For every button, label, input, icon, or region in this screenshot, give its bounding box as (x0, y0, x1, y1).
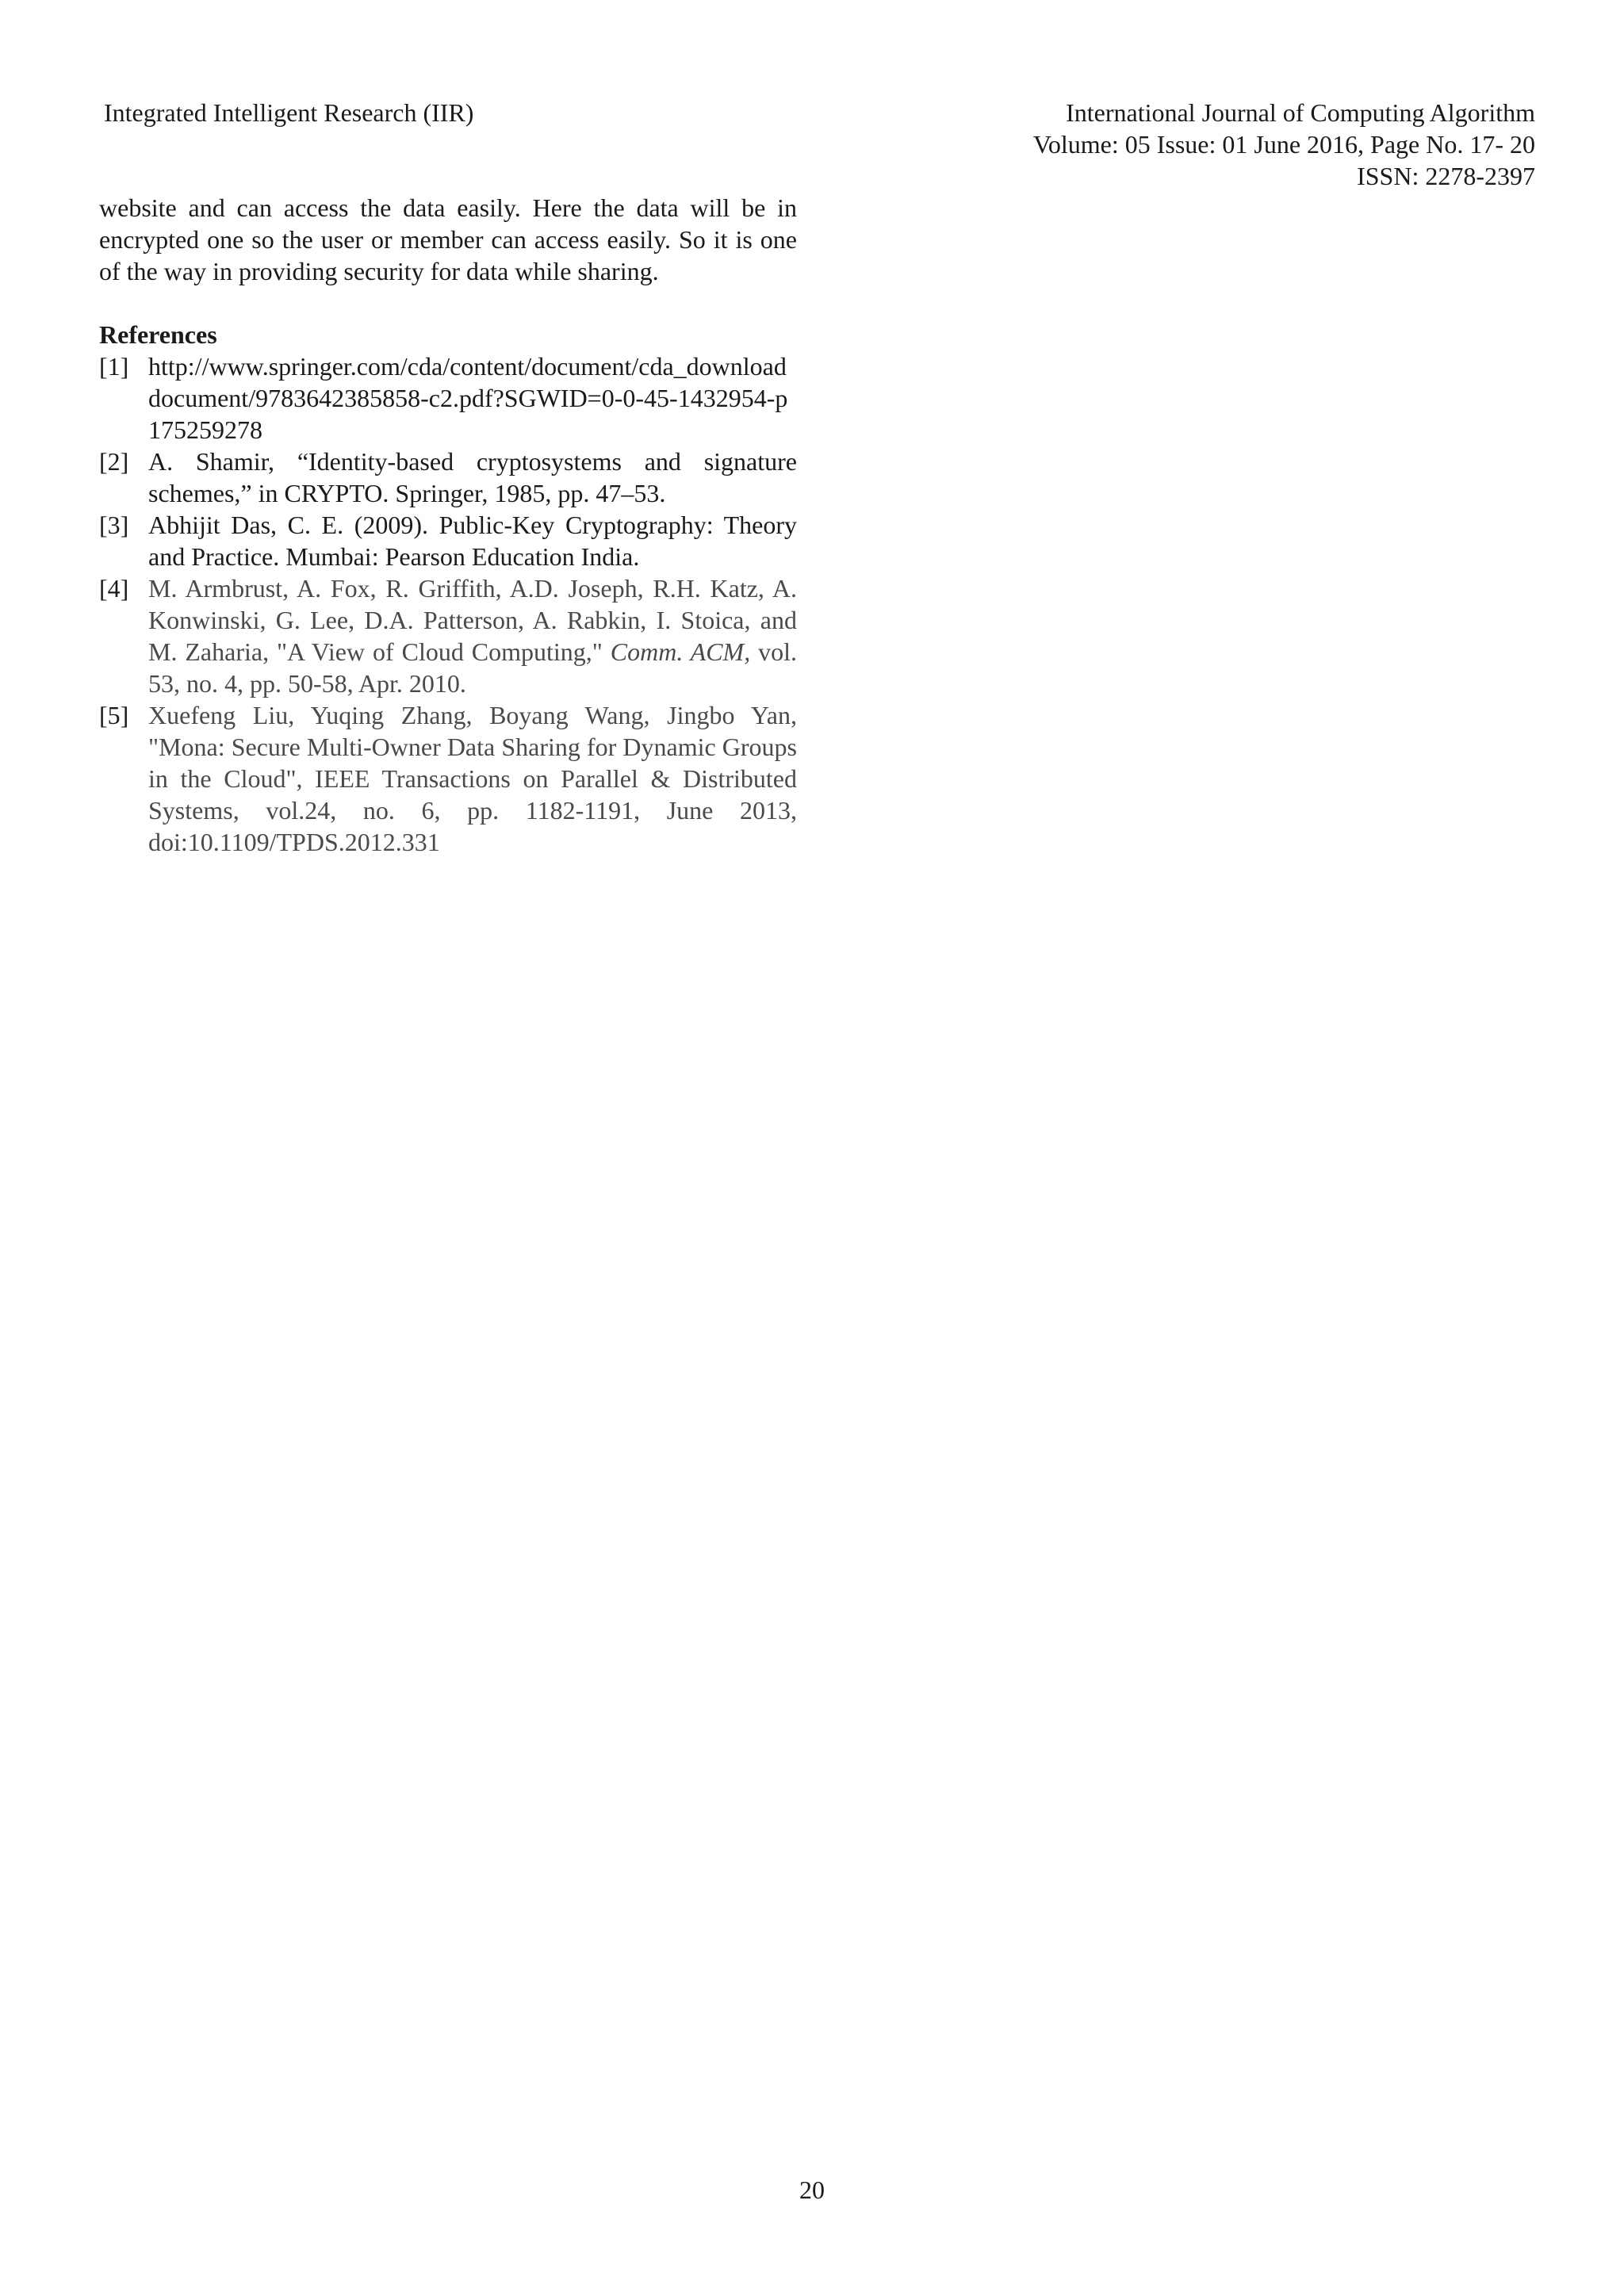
reference-number: [4] (99, 574, 129, 603)
body-paragraph: website and can access the data easily. Here the data will be in encrypted one so the user or member can access easily. So it is one of the way in providing security for data while sharing. (99, 193, 797, 285)
journal-volume-issue: Volume: 05 Issue: 01 June 2016, Page No. 17- 20 (1032, 130, 1535, 159)
reference-item-4 (99, 572, 797, 699)
reference-number: [2] (99, 447, 129, 476)
reference-number: [1] (99, 352, 129, 381)
references-heading: References (99, 320, 217, 349)
reference-text: http://www.springer.com/cda/content/document/cda_downloaddocument/9783642385858-c2.pdf?SGWID=0-0-45-1432954-p175259278 (148, 352, 788, 444)
journal-issn: ISSN: 2278-2397 (1357, 162, 1535, 190)
running-header-left: Integrated Intelligent Research (IIR) (104, 98, 474, 127)
reference-text-part: vol. 53, no. 4, pp. 50-58, Apr. 2010. (148, 637, 798, 698)
reference-item-5 (99, 699, 797, 858)
reference-number: [5] (99, 701, 129, 729)
page-number: 20 (799, 2175, 825, 2204)
reference-text (148, 572, 797, 699)
left-column (99, 192, 797, 858)
running-header-right (1033, 97, 1535, 192)
reference-item-1 (99, 350, 797, 446)
reference-item-2 (99, 446, 797, 509)
reference-item-3 (99, 509, 797, 572)
reference-text: A. Shamir, “Identity-based cryptosystems and signature schemes,” in CRYPTO. Springer, 1985, pp. 47–53. (148, 447, 797, 507)
reference-list (99, 350, 797, 858)
journal-title-italic: Comm. ACM, (610, 637, 751, 666)
reference-text-part: M. Armbrust, A. Fox, R. Griffith, A.D. Joseph, R.H. Katz, A. Konwinski, G. Lee, D.A. Patterson, A. Rabkin, I. Stoica, and M. Zaharia, "A View of Cloud Computing," (148, 574, 797, 666)
reference-text: Abhijit Das, C. E. (2009). Public-Key Cryptography: Theory and Practice. Mumbai: Pearson Education India. (148, 511, 797, 571)
reference-text: Xuefeng Liu, Yuqing Zhang, Boyang Wang, Jingbo Yan, "Mona: Secure Multi-Owner Data Sharing for Dynamic Groups in the Cloud", IEEE Transactions on Parallel & Distributed Systems, vol.24, no. 6, pp. 1182-1191, June 2013, doi:10.1109/TPDS.2012.331 (148, 701, 797, 856)
reference-number: [3] (99, 511, 129, 539)
journal-name: International Journal of Computing Algorithm (1066, 98, 1535, 127)
